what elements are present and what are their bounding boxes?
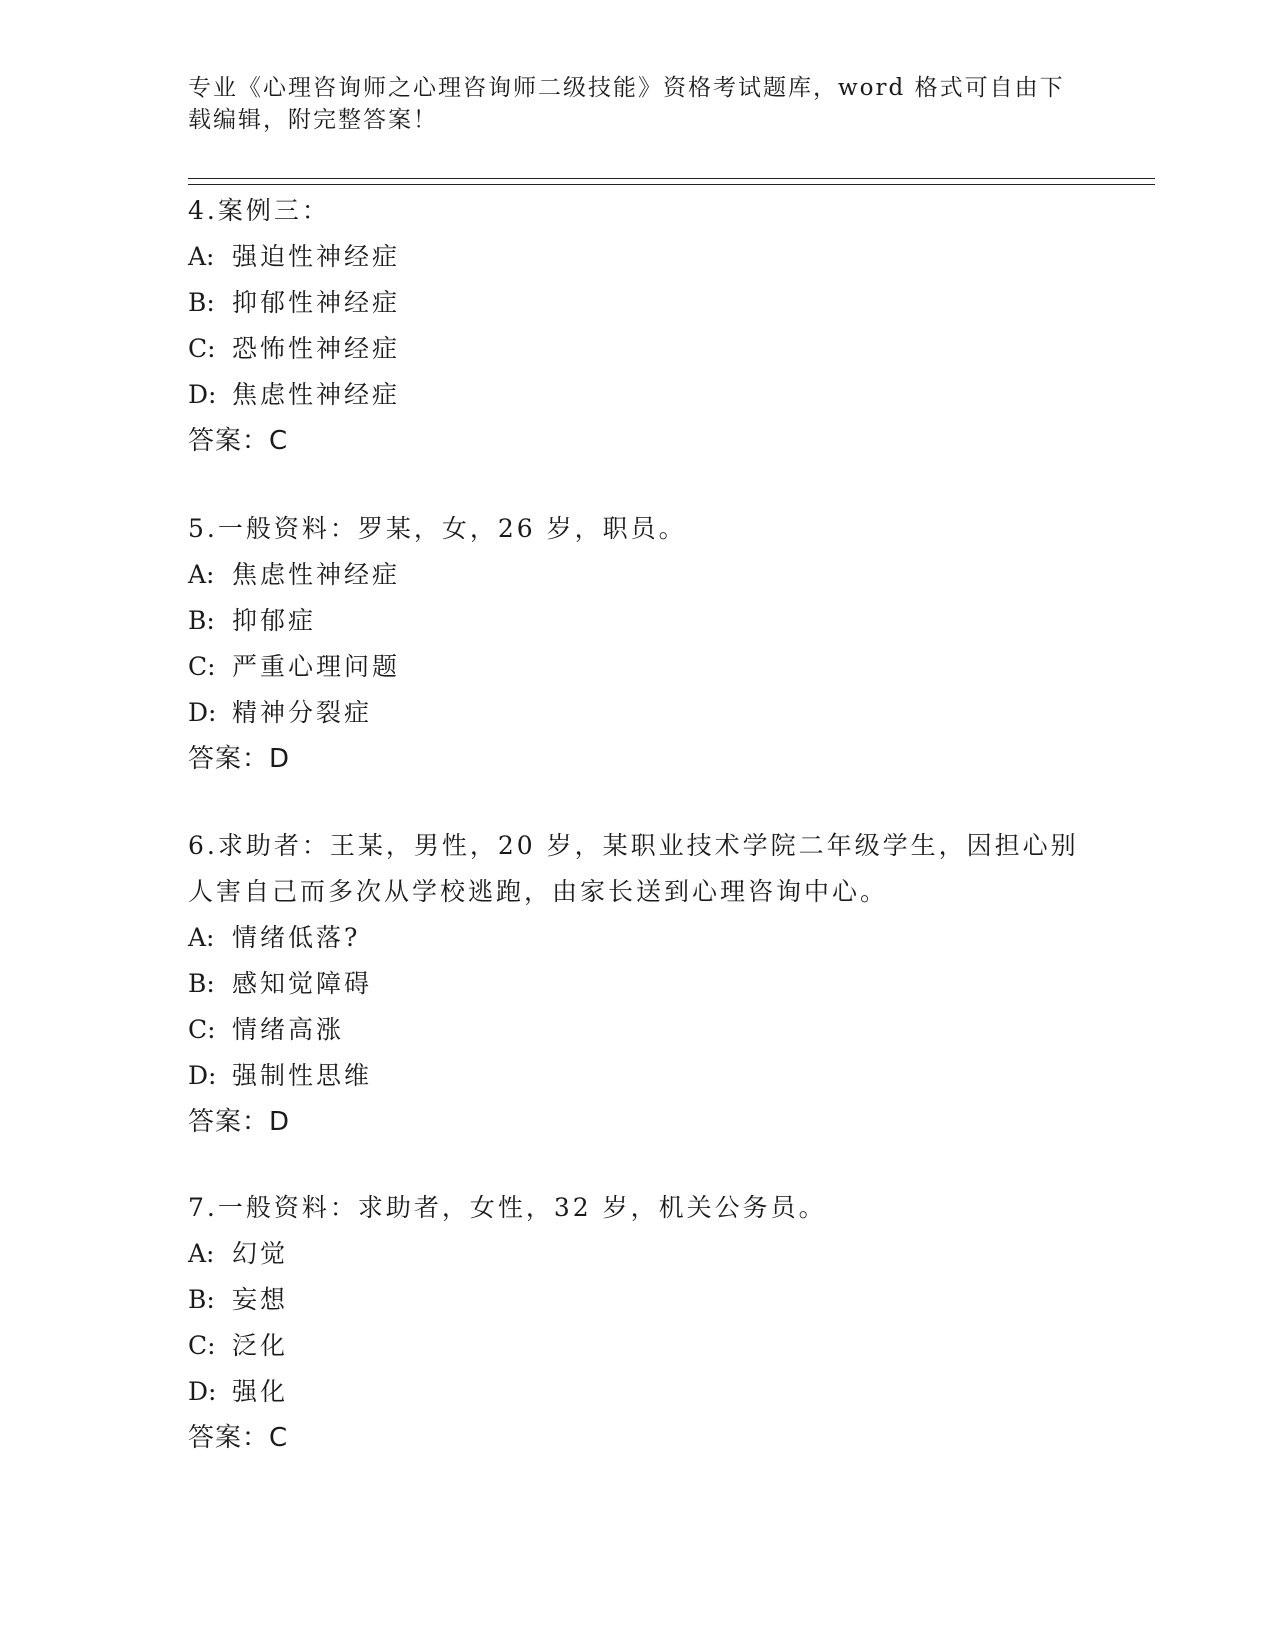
question-7 bbox=[188, 1185, 1088, 1461]
option-letter: B: bbox=[188, 288, 215, 317]
option-c bbox=[188, 1007, 1088, 1053]
option-b bbox=[188, 598, 1088, 644]
option-text: 强迫性神经症 bbox=[232, 242, 401, 271]
option-letter: B: bbox=[188, 1285, 215, 1314]
option-letter: C: bbox=[188, 1015, 216, 1044]
option-text: 焦虑性神经症 bbox=[232, 380, 401, 409]
question-stem: 7.一般资料：求助者，女性，32 岁，机关公务员。 bbox=[188, 1193, 827, 1222]
document-header: 专业《心理咨询师之心理咨询师二级技能》资格考试题库，word 格式可自由下载编辑，附完整答案！ bbox=[188, 75, 1065, 133]
option-d bbox=[188, 372, 1088, 418]
option-letter: B: bbox=[188, 969, 215, 998]
option-text: 情绪低落? bbox=[232, 923, 361, 952]
question-4 bbox=[188, 188, 1088, 464]
option-letter: C: bbox=[188, 652, 216, 681]
option-d bbox=[188, 1053, 1088, 1099]
option-text: 幻觉 bbox=[232, 1239, 289, 1268]
option-text: 情绪高涨 bbox=[232, 1015, 345, 1044]
question-stem: 4.案例三： bbox=[188, 196, 330, 225]
question-6 bbox=[188, 823, 1088, 1145]
option-a bbox=[188, 915, 1088, 961]
option-letter: A: bbox=[188, 560, 215, 589]
option-text: 妄想 bbox=[232, 1285, 289, 1314]
option-letter: D: bbox=[188, 1061, 217, 1090]
option-a bbox=[188, 1231, 1088, 1277]
option-text: 焦虑性神经症 bbox=[232, 560, 401, 589]
option-letter: A: bbox=[188, 1239, 215, 1268]
answer-line: 答案：C bbox=[188, 426, 289, 456]
option-text: 感知觉障碍 bbox=[232, 969, 373, 998]
option-b bbox=[188, 280, 1088, 326]
option-c bbox=[188, 1323, 1088, 1369]
option-text: 精神分裂症 bbox=[232, 698, 373, 727]
option-text: 严重心理问题 bbox=[232, 652, 401, 681]
answer-line: 答案：D bbox=[188, 744, 291, 774]
option-letter: C: bbox=[188, 334, 216, 363]
header-divider bbox=[188, 178, 1155, 185]
option-b bbox=[188, 961, 1088, 1007]
option-letter: C: bbox=[188, 1331, 216, 1360]
question-5 bbox=[188, 506, 1088, 782]
option-letter: B: bbox=[188, 606, 215, 635]
option-a bbox=[188, 234, 1088, 280]
option-c bbox=[188, 644, 1088, 690]
answer-line: 答案：C bbox=[188, 1423, 289, 1453]
option-letter: A: bbox=[188, 923, 215, 952]
option-a bbox=[188, 552, 1088, 598]
option-letter: A: bbox=[188, 242, 215, 271]
question-stem: 6.求助者：王某，男性，20 岁，某职业技术学院二年级学生，因担心别人害自己而多次从学校逃跑，由家长送到心理咨询中心。 bbox=[188, 831, 1079, 906]
option-letter: D: bbox=[188, 1377, 217, 1406]
option-c bbox=[188, 326, 1088, 372]
option-text: 恐怖性神经症 bbox=[232, 334, 401, 363]
option-d bbox=[188, 690, 1088, 736]
option-text: 抑郁症 bbox=[232, 606, 317, 635]
option-letter: D: bbox=[188, 380, 217, 409]
answer-line: 答案：D bbox=[188, 1107, 291, 1137]
option-d bbox=[188, 1369, 1088, 1415]
option-text: 抑郁性神经症 bbox=[232, 288, 401, 317]
option-text: 强化 bbox=[232, 1377, 289, 1406]
question-stem: 5.一般资料：罗某，女，26 岁，职员。 bbox=[188, 514, 687, 543]
option-text: 强制性思维 bbox=[232, 1061, 373, 1090]
option-b bbox=[188, 1277, 1088, 1323]
option-text: 泛化 bbox=[232, 1331, 289, 1360]
option-letter: D: bbox=[188, 698, 217, 727]
